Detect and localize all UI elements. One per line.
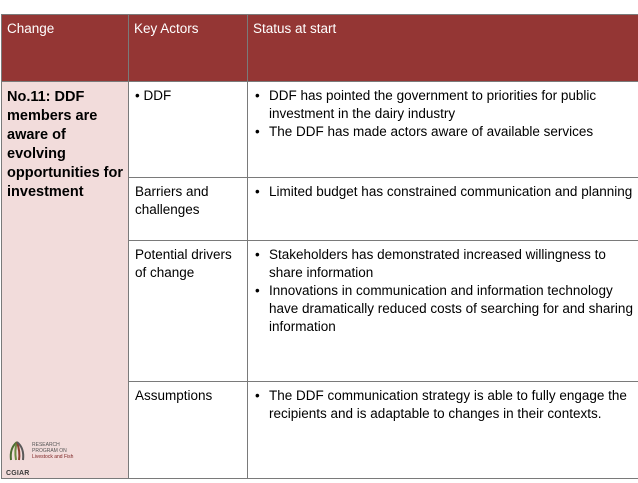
results-table [1,14,638,479]
status-item: • The DDF has made actors aware of available services [252,123,633,141]
status-item: • Limited budget has constrained communication and planning [252,183,633,201]
status-item: • The DDF communication strategy is able to fully engage the recipients and is adaptable to changes in their contexts. [252,387,633,423]
status-item: • DDF has pointed the government to priorities for public investment in the dairy industry [252,87,633,123]
actor-cell: Assumptions [129,382,248,479]
status-item: • Innovations in communication and information technology have dramatically reduced costs of searching for and sharing information [252,282,633,336]
status-list [252,387,633,423]
logo-text: RESEARCH PROGRAM ON Livestock and Fish [32,442,73,460]
status-cell [248,82,638,178]
status-cell [248,241,638,382]
actor-cell: Barriers and challenges [129,178,248,241]
status-list [252,246,633,336]
cgiar-logo [6,440,94,474]
header-key-actors: Key Actors [129,15,248,82]
change-label: No.11: DDF members are aware of evolving opportunities for investment [7,88,123,202]
status-item: • Stakeholders has demonstrated increased willingness to share information [252,246,633,282]
header-change: Change [2,15,129,82]
status-list [252,183,633,201]
actor-cell: • DDF [129,82,248,178]
change-cell [2,82,129,479]
header-status-at-start: Status at start [248,15,638,82]
table-row [2,82,638,178]
header-row [2,15,638,82]
status-cell [248,178,638,241]
actor-cell: Potential drivers of change [129,241,248,382]
cgiar-mark-icon [6,440,28,466]
status-list [252,87,633,141]
status-cell [248,382,638,479]
logo-org: CGIAR [6,464,30,483]
